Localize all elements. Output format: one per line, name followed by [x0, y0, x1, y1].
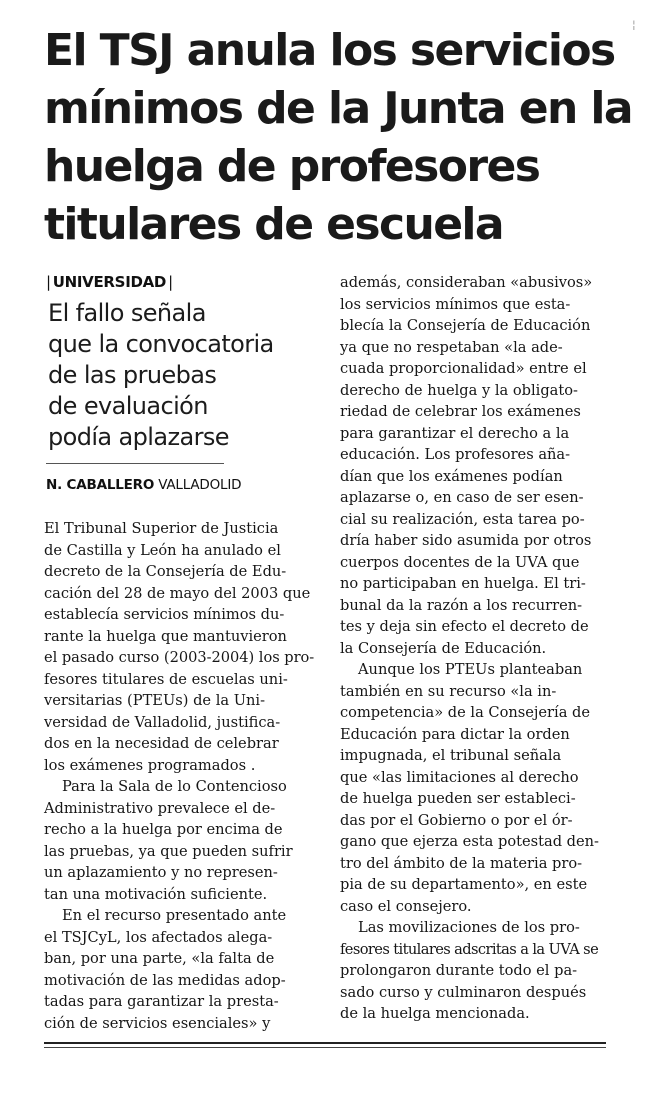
text-line: cuerpos docentes de la UVA que [340, 553, 580, 571]
text-line: dían que los exámenes podían [340, 467, 563, 485]
text-line: motivación de las medidas adop- [44, 971, 286, 989]
subhead-line: podía aplazarse [48, 423, 229, 451]
text-line: Las movilizaciones de los pro- [358, 919, 580, 936]
text-line: cial su realización, esta tarea po- [340, 510, 585, 528]
byline-author: N. CABALLERO [46, 477, 155, 493]
text-line: Educación para dictar la orden [340, 725, 570, 743]
text-line: de huelga pueden ser estableci- [340, 790, 576, 807]
headline-line: El TSJ anula los servicios [44, 25, 615, 76]
text-line: derecho de huelga y la obligato- [340, 381, 578, 399]
text-line: sado curso y culminaron después [340, 983, 587, 1001]
text-line: decreto de la Consejería de Edu- [44, 563, 287, 580]
left-column [44, 272, 314, 1034]
section-bar-right: | [168, 273, 173, 291]
text-line: riedad de celebrar los exámenes [340, 403, 581, 420]
text-line: no participaban en huelga. El tri- [340, 575, 586, 592]
text-line: gano que ejerza esta potestad den- [340, 833, 599, 850]
headline-line: mínimos de la Junta en la [44, 83, 632, 134]
text-line: los exámenes programados . [44, 756, 256, 774]
text-line: das por el Gobierno o por el ór- [340, 811, 573, 829]
text-line: dos en la necesidad de celebrar [44, 735, 279, 752]
text-line: impugnada, el tribunal señala [340, 747, 562, 764]
headline [44, 22, 632, 254]
byline-place: VALLADOLID [158, 477, 242, 493]
text-line: también en su recurso «la in- [340, 682, 557, 700]
text-line: tadas para garantizar la presta- [44, 993, 279, 1010]
subhead-line: de evaluación [48, 392, 208, 420]
text-line: Aunque los PTEUs planteaban [358, 661, 583, 678]
text-line: tes y deja sin efecto el decreto de [340, 618, 589, 635]
section-label [44, 272, 314, 292]
subhead-divider [46, 463, 224, 464]
text-line: recho a la huelga por encima de [44, 821, 283, 838]
text-line: establecía servicios mínimos du- [44, 606, 285, 623]
headline-line: huelga de profesores [44, 141, 540, 192]
text-line: versidad de Valladolid, justifica- [44, 713, 281, 731]
text-line: de Castilla y León ha anulado el [44, 541, 281, 559]
text-line: de la huelga mencionada. [340, 1005, 530, 1022]
headline-line: titulares de escuela [44, 199, 504, 250]
text-line: El Tribunal Superior de Justicia [44, 520, 279, 537]
text-line: los servicios mínimos que esta- [340, 295, 571, 313]
text-line: el pasado curso (2003-2004) los pro- [44, 649, 315, 666]
text-line: rante la huelga que mantuvieron [44, 627, 287, 645]
text-line: ya que no respetaban «la ade- [340, 338, 563, 356]
text-line: cuada proporcionalidad» entre el [340, 360, 587, 377]
text-line: tan una motivación suficiente. [44, 885, 268, 903]
section-bar-left: | [46, 273, 51, 291]
text-line: ción de servicios esenciales» y [44, 1014, 271, 1032]
scan-mark: ¦ [632, 18, 636, 31]
text-line: Administrativo prevalece el de- [44, 799, 276, 817]
text-line: ban, por una parte, «la falta de [44, 950, 275, 967]
text-line: aplazarse o, en caso de ser esen- [340, 489, 584, 506]
text-line: blecía la Consejería de Educación [340, 317, 591, 334]
text-line: dría haber sido asumida por otros [340, 532, 592, 549]
right-body-text [340, 272, 610, 1025]
text-line: educación. Los profesores aña- [340, 446, 571, 463]
text-line: tro del ámbito de la materia pro- [340, 854, 583, 872]
subhead-line: de las pruebas [48, 361, 217, 389]
bottom-rule [44, 1042, 606, 1044]
bottom-rule-thin [44, 1047, 606, 1048]
text-line: el TSJCyL, los afectados alega- [44, 928, 273, 946]
text-line: un aplazamiento y no represen- [44, 864, 278, 881]
right-column [340, 272, 610, 1025]
text-line: prolongaron durante todo el pa- [340, 962, 578, 979]
text-line: que «las limitaciones al derecho [340, 768, 579, 786]
text-line: pia de su departamento», en este [340, 876, 588, 893]
text-line: fesores titulares adscritas a la UVA se [340, 940, 599, 958]
text-line: bunal da la razón a los recurren- [340, 596, 583, 614]
text-line: En el recurso presentado ante [62, 907, 287, 924]
text-line: la Consejería de Educación. [340, 639, 547, 657]
text-line: para garantizar el derecho a la [340, 424, 570, 442]
text-line: fesores titulares de escuelas uni- [44, 670, 288, 688]
text-line: las pruebas, ya que pueden sufrir [44, 842, 293, 860]
subhead-line: El fallo señala [48, 299, 206, 327]
text-line: competencia» de la Consejería de [340, 704, 591, 721]
text-line: versitarias (PTEUs) de la Uni- [44, 692, 265, 709]
section-name: UNIVERSIDAD [52, 273, 167, 291]
byline [46, 476, 314, 494]
text-line: caso el consejero. [340, 897, 472, 915]
left-body-text [44, 518, 314, 1034]
text-line: cación del 28 de mayo del 2003 que [44, 584, 311, 602]
text-line: además, consideraban «abusivos» [340, 274, 593, 291]
text-line: Para la Sala de lo Contencioso [62, 778, 287, 795]
subhead-line: que la convocatoria [48, 330, 274, 358]
subheadline [48, 298, 314, 453]
